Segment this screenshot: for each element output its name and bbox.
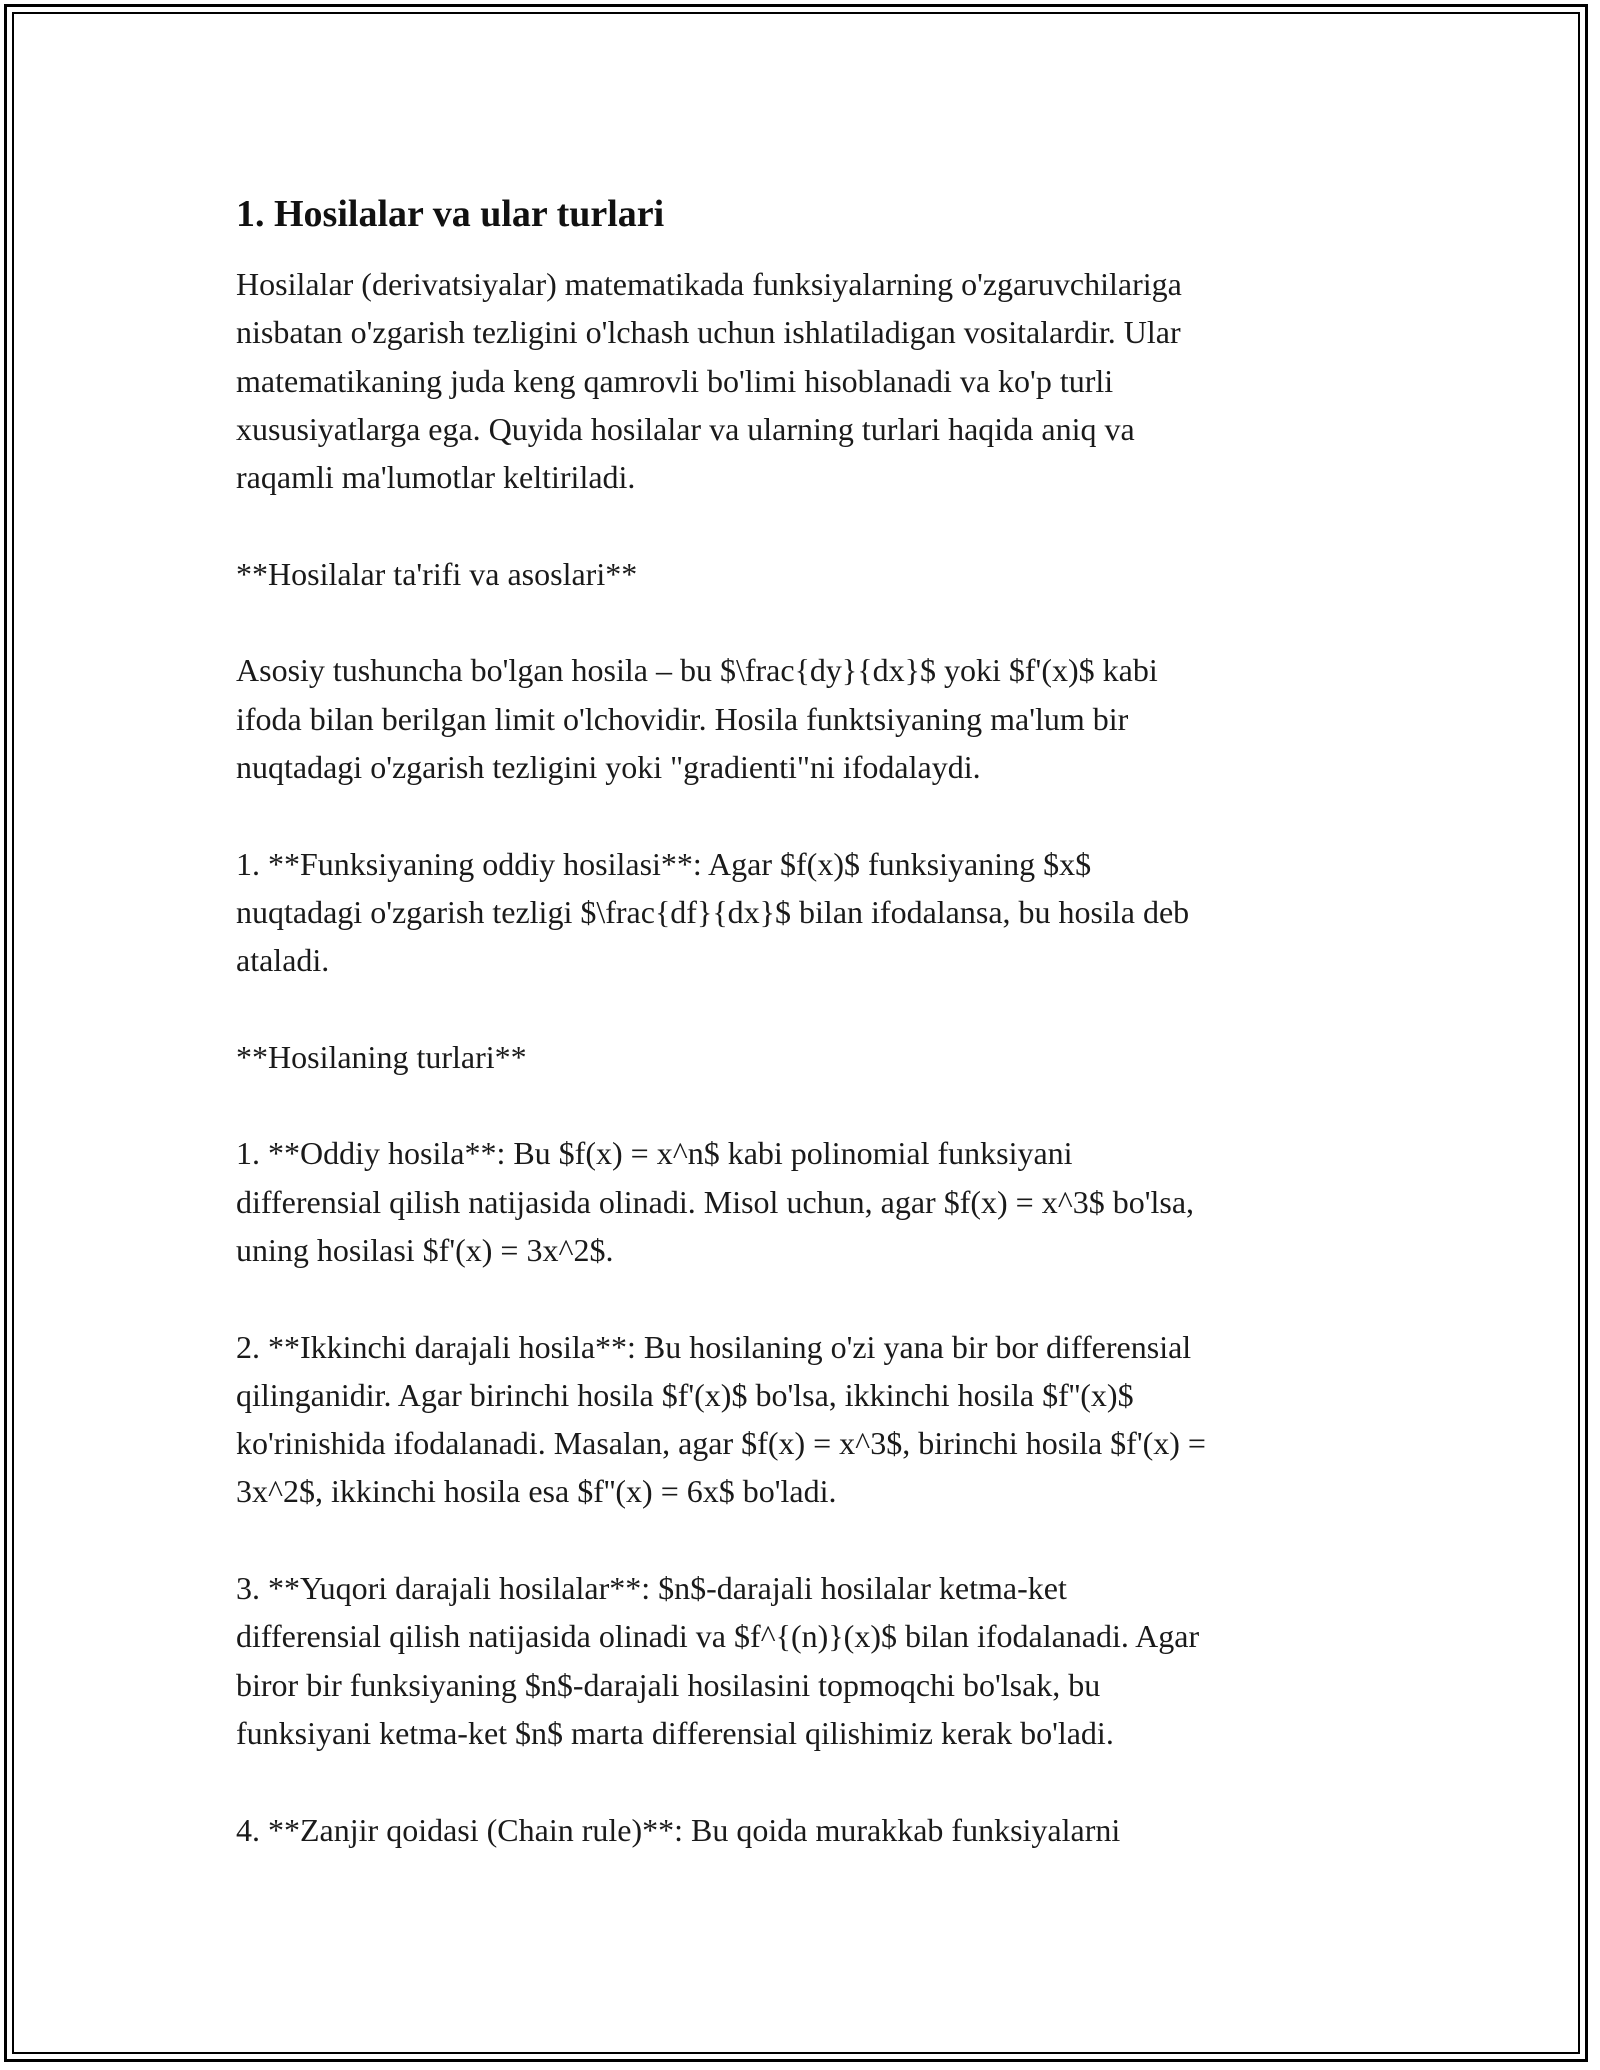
intro-paragraph: Hosilalar (derivatsiyalar) matematikada funksiyalarning o'zgaruvchilariga nisbatan o'zgarish tezligini o'lchash uchun ishlatiladigan vositalardir. Ular matematikaning juda keng qamrovli bo'limi hisoblanadi va ko'p turli xususiyatlarga ega. Quyida hosilalar va ularning turlari haqida aniq va raqamli ma'lumotlar keltiriladi. bbox=[236, 266, 1182, 496]
page-title: 1. Hosilalar va ular turlari bbox=[236, 193, 665, 235]
types-subheading: **Hosilaning turlari** bbox=[236, 1038, 527, 1075]
list-item-second-derivative: 2. **Ikkinchi darajali hosila**: Bu hosilaning o'zi yana bir bor differensial qilinganidir. Agar birinchi hosila $f'(x)$ bo'lsa, ikkinchi hosila $f''(x)$ ko'rinishida ifodalanadi. Masalan, agar $f(x) = x^3$, birinchi hosila $f'(x) = 3x^2$, ikkinchi hosila esa $f''(x) = 6x$ bo'ladi. bbox=[236, 1328, 1206, 1510]
document-body bbox=[236, 188, 1366, 1902]
definition-subheading: **Hosilalar ta'rifi va asoslari** bbox=[236, 555, 638, 592]
list-item-higher-derivatives: 3. **Yuqori darajali hosilalar**: $n$-darajali hosilalar ketma-ket differensial qilish natijasida olinadi va $f^{(n)}(x)$ bilan ifodalanadi. Agar biror bir funksiyaning $n$-darajali hosilasini topmoqchi bo'lsak, bu funksiyani ketma-ket $n$ marta differensial qilishimiz kerak bo'ladi. bbox=[236, 1570, 1200, 1751]
list-item-chain-rule: 4. **Zanjir qoidasi (Chain rule)**: Bu qoida murakkab funksiyalarni bbox=[236, 1811, 1121, 1848]
list-item-ordinary-derivative: 1. **Oddiy hosila**: Bu $f(x) = x^n$ kabi polinomial funksiyani differensial qilish natijasida olinadi. Misol uchun, agar $f(x) = x^3$ bo'lsa, uning hosilasi $f'(x) = 3x^2$. bbox=[236, 1135, 1195, 1268]
simple-derivative-item: 1. **Funksiyaning oddiy hosilasi**: Agar $f(x)$ funksiyaning $x$ nuqtadagi o'zgarish tezligi $\frac{df}{dx}$ bilan ifodalansa, bu hosila deb ataladi. bbox=[236, 845, 1190, 979]
definition-paragraph: Asosiy tushuncha bo'lgan hosila – bu $\frac{dy}{dx}$ yoki $f'(x)$ kabi ifoda bilan berilgan limit o'lchovidir. Hosila funktsiyaning ma'lum bir nuqtadagi o'zgarish tezligini yoki "gradienti"ni ifodalaydi. bbox=[236, 652, 1158, 785]
